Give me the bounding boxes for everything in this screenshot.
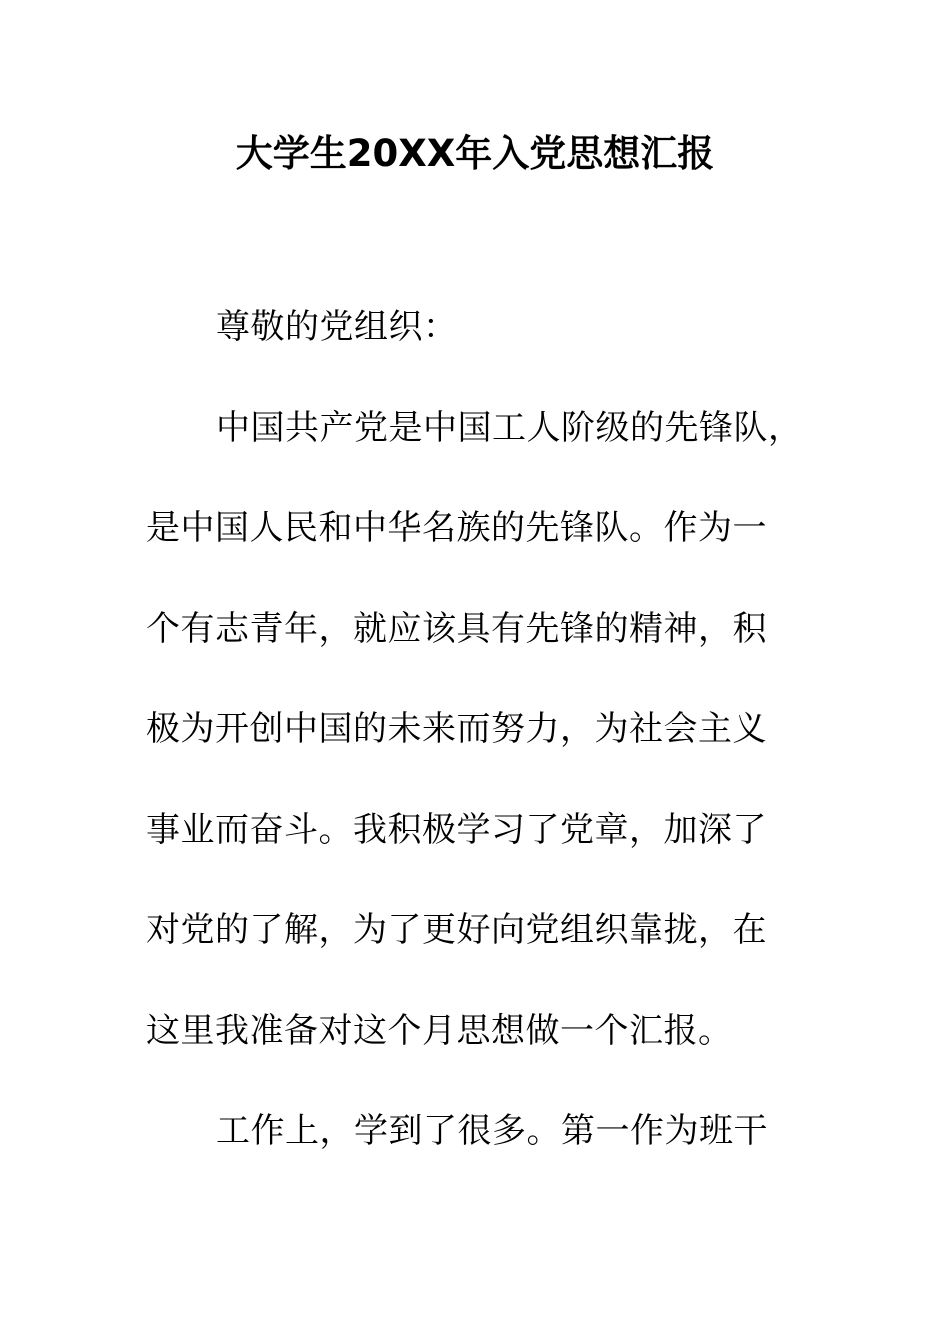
paragraph-2-line-1: 工作上，学到了很多。第一作为班干 (216, 1111, 768, 1151)
document-title: 大学生20XX年入党思想汇报 (235, 132, 715, 175)
paragraph-1-line-6: 对党的了解，为了更好向党组织靠拢，在 (146, 910, 767, 950)
salutation-line: 尊敬的党组织： (216, 307, 458, 347)
paragraph-1-line-2: 是中国人民和中华名族的先锋队。作为一 (146, 508, 767, 548)
paragraph-1-line-7: 这里我准备对这个月思想做一个汇报。 (146, 1011, 733, 1051)
paragraph-1-line-4: 极为开创中国的未来而努力，为社会主义 (146, 709, 767, 749)
paragraph-1-line-5: 事业而奋斗。我积极学习了党章，加深了 (146, 810, 767, 850)
paragraph-1-line-3: 个有志青年，就应该具有先锋的精神，积 (146, 609, 767, 649)
paragraph-1-line-1: 中国共产党是中国工人阶级的先锋队， (216, 408, 803, 448)
